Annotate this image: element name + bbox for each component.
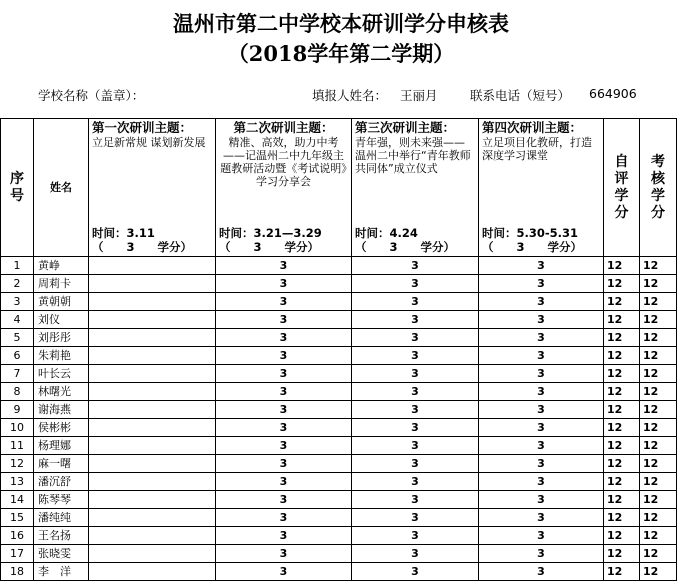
teacher-name: 刘仪 (34, 311, 89, 329)
topic-3-score: 3 (352, 293, 479, 311)
table-row (1, 383, 677, 401)
table-row (1, 473, 677, 491)
topic-4-header (479, 119, 604, 257)
topic-2-score: 3 (216, 419, 352, 437)
teacher-name: 黄峥 (34, 257, 89, 275)
self-score: 12 (604, 473, 640, 491)
topic-3-score: 3 (352, 419, 479, 437)
self-score-header: 自评学分 (604, 119, 640, 257)
review-score: 12 (640, 473, 677, 491)
topic-3-score: 3 (352, 275, 479, 293)
topic-1-header (89, 119, 216, 257)
topic-2-score: 3 (216, 527, 352, 545)
self-score: 12 (604, 275, 640, 293)
topic-3-label: 第三次研训主题： (355, 120, 456, 135)
review-score: 12 (640, 257, 677, 275)
form-title: 温州市第二中学校本研训学分申核表 (173, 11, 509, 36)
table-row (1, 437, 677, 455)
topic-2-score: 3 (216, 491, 352, 509)
topic-1-score (89, 383, 216, 401)
row-number: 6 (1, 347, 34, 365)
topic-1-credit: （ 3 学分） (92, 240, 193, 254)
topic-1-desc: 立足新常规 谋划新发展 (92, 136, 206, 149)
topic-1-score (89, 275, 216, 293)
name-header: 姓名 (34, 119, 89, 257)
credit-table (0, 118, 677, 581)
topic-2-header (216, 119, 352, 257)
self-score: 12 (604, 293, 640, 311)
topic-1-score (89, 329, 216, 347)
table-row (1, 455, 677, 473)
teacher-name: 李 洋 (34, 563, 89, 581)
topic-3-score: 3 (352, 527, 479, 545)
topic-3-header (352, 119, 479, 257)
review-score-header: 考核学分 (640, 119, 677, 257)
teacher-name: 侯彬彬 (34, 419, 89, 437)
topic-3-score: 3 (352, 257, 479, 275)
review-score: 12 (640, 437, 677, 455)
topic-4-score: 3 (479, 365, 604, 383)
topic-2-score: 3 (216, 329, 352, 347)
table-row (1, 491, 677, 509)
self-score: 12 (604, 527, 640, 545)
topic-4-score: 3 (479, 419, 604, 437)
teacher-name: 陈琴琴 (34, 491, 89, 509)
topic-2-score: 3 (216, 545, 352, 563)
review-score: 12 (640, 383, 677, 401)
topic-3-score: 3 (352, 455, 479, 473)
topic-2-desc: 精准、高效，助力中考——记温州二中九年级主题教研活动暨《考试说明》学习分享会 (220, 136, 347, 188)
teacher-name: 潘纯纯 (34, 509, 89, 527)
row-number: 3 (1, 293, 34, 311)
topic-1-score (89, 311, 216, 329)
topic-2-score: 3 (216, 437, 352, 455)
topic-2-score: 3 (216, 455, 352, 473)
header-row (1, 119, 677, 257)
topic-1-score (89, 419, 216, 437)
review-score: 12 (640, 275, 677, 293)
review-score: 12 (640, 293, 677, 311)
review-score: 12 (640, 455, 677, 473)
topic-4-score: 3 (479, 401, 604, 419)
topic-2-score: 3 (216, 311, 352, 329)
topic-4-desc: 立足项目化教研，打造深度学习课堂 (482, 136, 592, 162)
topic-2-score: 3 (216, 347, 352, 365)
table-row (1, 365, 677, 383)
self-score: 12 (604, 347, 640, 365)
topic-3-score: 3 (352, 383, 479, 401)
topic-2-score: 3 (216, 365, 352, 383)
self-score: 12 (604, 257, 640, 275)
review-score: 12 (640, 365, 677, 383)
topic-2-label: 第二次研训主题： (233, 120, 334, 135)
row-number: 17 (1, 545, 34, 563)
self-score: 12 (604, 437, 640, 455)
topic-2-score: 3 (216, 563, 352, 581)
table-row (1, 545, 677, 563)
topic-1-score (89, 455, 216, 473)
phone-label: 联系电话（短号） (470, 88, 571, 103)
teacher-name: 黄朝朝 (34, 293, 89, 311)
row-number: 4 (1, 311, 34, 329)
self-score: 12 (604, 329, 640, 347)
topic-3-time: 时间：4.24 (355, 226, 418, 240)
self-score: 12 (604, 545, 640, 563)
topic-1-score (89, 257, 216, 275)
table-row (1, 563, 677, 581)
topic-1-score (89, 365, 216, 383)
row-number: 9 (1, 401, 34, 419)
row-number: 16 (1, 527, 34, 545)
topic-2-score: 3 (216, 257, 352, 275)
table-row (1, 527, 677, 545)
row-number: 13 (1, 473, 34, 491)
table-row (1, 329, 677, 347)
topic-4-score: 3 (479, 293, 604, 311)
table-row (1, 347, 677, 365)
topic-1-score (89, 473, 216, 491)
self-score: 12 (604, 383, 640, 401)
topic-3-score: 3 (352, 437, 479, 455)
topic-1-time: 时间：3.11 (92, 226, 155, 240)
school-label: 学校名称（盖章）： (38, 88, 145, 103)
topic-4-score: 3 (479, 347, 604, 365)
row-number: 7 (1, 365, 34, 383)
topic-4-score: 3 (479, 509, 604, 527)
review-score: 12 (640, 509, 677, 527)
topic-3-score: 3 (352, 329, 479, 347)
filler-label: 填报人姓名： (312, 88, 388, 103)
self-score: 12 (604, 401, 640, 419)
teacher-name: 张晓雯 (34, 545, 89, 563)
topic-4-score: 3 (479, 563, 604, 581)
self-score: 12 (604, 365, 640, 383)
teacher-name: 谢海燕 (34, 401, 89, 419)
self-score: 12 (604, 455, 640, 473)
teacher-name: 刘彤彤 (34, 329, 89, 347)
table-row (1, 257, 677, 275)
topic-4-score: 3 (479, 473, 604, 491)
topic-1-score (89, 437, 216, 455)
topic-2-score: 3 (216, 293, 352, 311)
topic-3-desc: 青年强，则未来强——温州二中举行“青年教师共同体”成立仪式 (355, 136, 471, 175)
topic-4-credit: （ 3 学分） (482, 240, 583, 254)
teacher-name: 周莉卡 (34, 275, 89, 293)
teacher-name: 叶长云 (34, 365, 89, 383)
self-score: 12 (604, 311, 640, 329)
row-number: 10 (1, 419, 34, 437)
teacher-name: 朱莉艳 (34, 347, 89, 365)
topic-1-score (89, 293, 216, 311)
table-row (1, 509, 677, 527)
review-score: 12 (640, 401, 677, 419)
review-score: 12 (640, 563, 677, 581)
topic-2-time: 时间：3.21—3.29 (219, 226, 322, 240)
topic-3-score: 3 (352, 563, 479, 581)
teacher-name: 杨理娜 (34, 437, 89, 455)
form-subtitle: （2018学年第二学期） (227, 41, 455, 66)
row-number: 5 (1, 329, 34, 347)
topic-1-score (89, 401, 216, 419)
topic-3-score: 3 (352, 473, 479, 491)
review-score: 12 (640, 527, 677, 545)
teacher-name: 王名扬 (34, 527, 89, 545)
topic-4-score: 3 (479, 257, 604, 275)
topic-3-score: 3 (352, 545, 479, 563)
topic-1-label: 第一次研训主题： (92, 120, 193, 135)
topic-4-score: 3 (479, 311, 604, 329)
topic-4-score: 3 (479, 275, 604, 293)
topic-4-score: 3 (479, 491, 604, 509)
row-number: 12 (1, 455, 34, 473)
teacher-name: 麻一曙 (34, 455, 89, 473)
table-row (1, 419, 677, 437)
topic-4-score: 3 (479, 455, 604, 473)
topic-1-score (89, 347, 216, 365)
topic-3-score: 3 (352, 311, 479, 329)
teacher-name: 潘沉舒 (34, 473, 89, 491)
topic-2-score: 3 (216, 473, 352, 491)
review-score: 12 (640, 419, 677, 437)
topic-1-score (89, 527, 216, 545)
topic-3-score: 3 (352, 509, 479, 527)
row-number: 1 (1, 257, 34, 275)
topic-4-time: 时间：5.30-5.31 (482, 226, 579, 240)
table-row (1, 401, 677, 419)
topic-2-score: 3 (216, 401, 352, 419)
topic-4-score: 3 (479, 527, 604, 545)
teacher-name: 林曙光 (34, 383, 89, 401)
table-row (1, 311, 677, 329)
review-score: 12 (640, 491, 677, 509)
filler-name: 王丽月 (400, 88, 438, 103)
topic-3-score: 3 (352, 401, 479, 419)
topic-3-score: 3 (352, 347, 479, 365)
table-row (1, 275, 677, 293)
topic-2-score: 3 (216, 383, 352, 401)
table-row (1, 293, 677, 311)
review-score: 12 (640, 311, 677, 329)
self-score: 12 (604, 491, 640, 509)
topic-4-score: 3 (479, 329, 604, 347)
topic-3-credit: （ 3 学分） (355, 240, 456, 254)
phone-value: 664906 (589, 86, 637, 101)
topic-1-score (89, 491, 216, 509)
topic-4-score: 3 (479, 545, 604, 563)
topic-3-score: 3 (352, 491, 479, 509)
topic-1-score (89, 545, 216, 563)
review-score: 12 (640, 347, 677, 365)
review-score: 12 (640, 545, 677, 563)
self-score: 12 (604, 509, 640, 527)
seq-header: 序号 (1, 119, 34, 257)
topic-2-score: 3 (216, 509, 352, 527)
self-score: 12 (604, 563, 640, 581)
review-score: 12 (640, 329, 677, 347)
topic-2-credit: （ 3 学分） (219, 240, 320, 254)
topic-4-label: 第四次研训主题： (482, 120, 583, 135)
topic-4-score: 3 (479, 437, 604, 455)
row-number: 14 (1, 491, 34, 509)
topic-4-score: 3 (479, 383, 604, 401)
row-number: 18 (1, 563, 34, 581)
self-score: 12 (604, 419, 640, 437)
row-number: 11 (1, 437, 34, 455)
topic-3-score: 3 (352, 365, 479, 383)
row-number: 2 (1, 275, 34, 293)
topic-1-score (89, 509, 216, 527)
row-number: 15 (1, 509, 34, 527)
topic-1-score (89, 563, 216, 581)
topic-2-score: 3 (216, 275, 352, 293)
row-number: 8 (1, 383, 34, 401)
